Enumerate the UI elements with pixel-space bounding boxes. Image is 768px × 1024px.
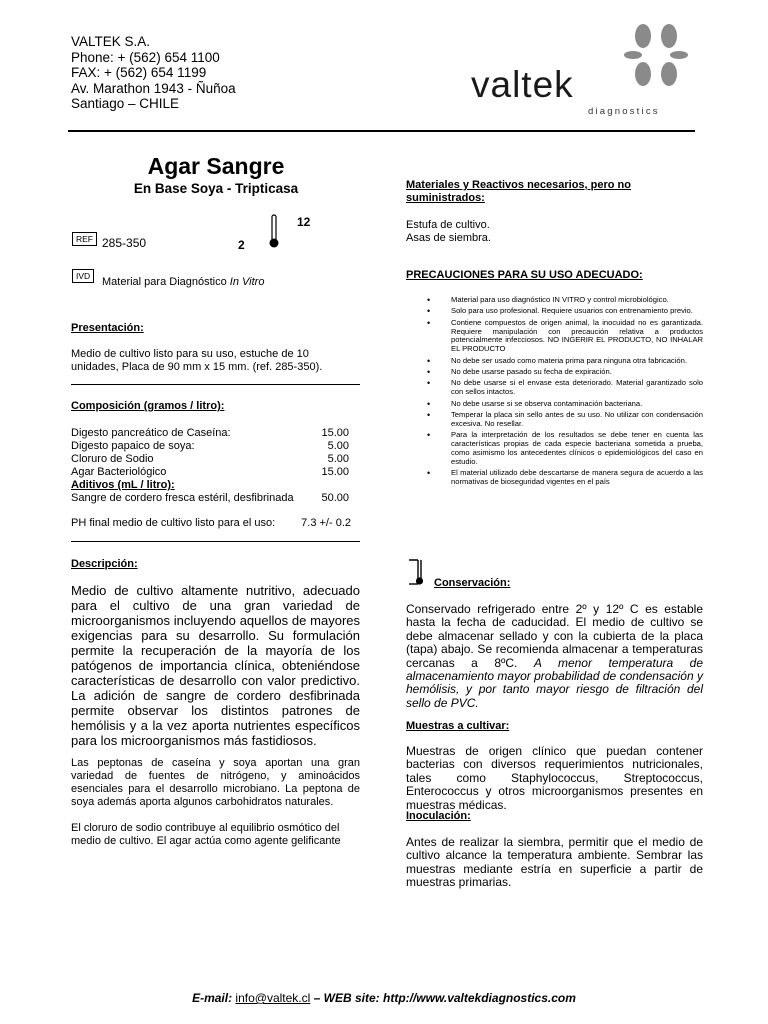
section-divider bbox=[71, 384, 360, 385]
precauciones-list bbox=[425, 296, 703, 489]
bullet-icon: • bbox=[427, 430, 431, 441]
temperature-limit-icon bbox=[406, 558, 428, 586]
aditivos-heading-text: Aditivos (mL / litro): bbox=[71, 479, 175, 491]
temperature-low: 2 bbox=[238, 238, 245, 252]
composicion-table bbox=[71, 427, 349, 505]
ivd-description bbox=[102, 276, 264, 288]
list-item bbox=[425, 431, 703, 466]
list-item bbox=[425, 368, 703, 377]
bullet-icon: • bbox=[427, 378, 431, 389]
precaucion-text: Solo para uso profesional. Requiere usuarios con entrenamiento previo. bbox=[451, 306, 693, 316]
ph-row bbox=[71, 517, 351, 530]
materiales-item: Asas de siembra. bbox=[406, 232, 491, 244]
aditivo-row bbox=[71, 492, 349, 505]
ingredient-name: Cloruro de Sodio bbox=[71, 453, 154, 465]
company-address: Av. Marathon 1943 - Ñuñoa bbox=[71, 80, 236, 96]
ingredient-value: 15.00 bbox=[321, 466, 349, 478]
footer-email-link[interactable]: info@valtek.cl bbox=[235, 991, 311, 1005]
company-city: Santiago – CHILE bbox=[71, 96, 180, 111]
materiales-heading: Materiales y Reactivos necesarios, pero no suministrados: bbox=[406, 179, 631, 204]
company-phone: Phone: + (562) 654 1100 bbox=[71, 49, 220, 65]
product-title: Agar Sangre bbox=[147, 153, 285, 179]
bullet-icon: • bbox=[427, 409, 431, 420]
presentacion-heading: Presentación: bbox=[71, 322, 144, 334]
company-name: VALTEK S.A. bbox=[71, 34, 151, 49]
materiales-item: Estufa de cultivo. bbox=[406, 219, 490, 231]
product-subtitle: En Base Soya - Tripticasa bbox=[133, 181, 299, 196]
bullet-icon: • bbox=[427, 467, 431, 478]
composicion-row bbox=[71, 466, 349, 479]
composicion-row bbox=[71, 453, 349, 466]
list-item bbox=[425, 357, 703, 366]
precaucion-text: No debe ser usado como materia prima para ninguna otra fabricación. bbox=[451, 355, 687, 365]
aditivo-name: Sangre de cordero fresca estéril, desfibrinada bbox=[71, 492, 294, 504]
footer-email-label: E-mail: bbox=[192, 991, 236, 1005]
muestras-text: Muestras de origen clínico que puedan contener bacterias con diversos requerimientos nutricionales, tales como Staphylococcus, Streptococcus, Enterococcus y otros microorganismos presentes en muestras médicas. bbox=[406, 744, 703, 812]
muestras-heading: Muestras a cultivar: bbox=[406, 720, 510, 732]
inoculacion-text: Antes de realizar la siembra, permitir que el medio de cultivo alcance la temperatura ambiente. Sembrar las muestras mediante estría en superficie a partir de muestras primarias. bbox=[406, 835, 703, 890]
valtek-logo-subtitle: diagnostics bbox=[588, 106, 660, 117]
list-item bbox=[425, 400, 703, 409]
list-item bbox=[425, 379, 703, 397]
composicion-row bbox=[71, 427, 349, 440]
conservacion-heading: Conservación: bbox=[434, 577, 511, 589]
ingredient-value: 5.00 bbox=[327, 440, 349, 452]
precaucion-text: Para la interpretación de los resultados se debe tener en cuenta las características propias de cada especie bacteriana sometida a prueba, como asimismo los antecedentes clínicos o epidemiológicos del caso en estudio. bbox=[451, 430, 703, 466]
precaucion-text: Contiene compuestos de origen animal, la inocuidad no es garantizada. Requiere manipulación con precaución relativa a productos potencialmente infecciosos. NO INGERIR EL PRODUCTO, NO INHALAR EL PRODUCTO bbox=[451, 317, 703, 354]
ph-value: 7.3 +/- 0.2 bbox=[301, 517, 351, 529]
company-fax: FAX: + (562) 654 1199 bbox=[71, 65, 207, 80]
list-item bbox=[425, 319, 703, 354]
ivd-italic-text: In Vitro bbox=[229, 276, 265, 288]
list-item bbox=[425, 411, 703, 429]
descripcion-heading: Descripción: bbox=[71, 558, 138, 570]
descripcion-paragraph-3: El cloruro de sodio contribuye al equilibrio osmótico del medio de cultivo. El agar actúa como agente gelificante bbox=[71, 822, 341, 847]
precauciones-heading: PRECAUCIONES PARA SU USO ADECUADO: bbox=[406, 269, 643, 281]
descripcion-paragraph-1: Medio de cultivo altamente nutritivo, adecuado para el cultivo de una gran variedad de microorganismos incluyendo aquellos de mayores exigencias para su desarrollo. Su formulación permite la recuperación de la mayoría de los patógenos de importancia clínica, obteniéndose características de desarrollo con valor predictivo. La adición de sangre de cordero desfibrinada permite observar los distintos patrones de hemólisis y a la vez aporta nutrientes específicos para los microorganismos más fastidiosos. bbox=[71, 583, 360, 748]
bullet-icon: • bbox=[427, 355, 431, 366]
ingredient-value: 5.00 bbox=[327, 453, 349, 465]
aditivos-heading bbox=[71, 479, 349, 492]
thermometer-icon bbox=[264, 214, 284, 250]
temperature-high: 12 bbox=[297, 215, 311, 229]
header-divider bbox=[68, 130, 695, 132]
conservacion-normal-text: Conservado refrigerado entre 2º y 12º C es estable hasta la fecha de caducidad. El medio de cultivo se debe almacenar sellado y con la cubierta de la placa (tapa) abajo. Se recomienda almacenar a temperaturas cercanas a 8ºC. bbox=[406, 602, 703, 670]
company-contact-block bbox=[71, 34, 236, 112]
ref-value: 285-350 bbox=[102, 236, 147, 250]
ivd-symbol-box: IVD bbox=[72, 269, 94, 283]
inoculacion-heading: Inoculación: bbox=[406, 810, 471, 822]
precaucion-text: El material utilizado debe descartarse de manera segura de acuerdo a las normativas de bioseguridad vigentes en el país bbox=[451, 467, 703, 486]
ingredient-name: Agar Bacteriológico bbox=[71, 466, 167, 478]
aditivo-value: 50.00 bbox=[321, 492, 349, 504]
bullet-icon: • bbox=[427, 398, 431, 409]
list-item bbox=[425, 469, 703, 487]
precaucion-text: Material para uso diagnóstico IN VITRO y control microbiológico. bbox=[451, 295, 669, 304]
ref-symbol-box: REF bbox=[72, 232, 97, 246]
conservacion-text bbox=[406, 603, 703, 710]
valtek-logo-mark-icon bbox=[623, 22, 689, 88]
descripcion-paragraph-2: Las peptonas de caseína y soya aportan una gran variedad de fuentes de nitrógeno, y aminoácidos esenciales para el desarrollo microbiano. La peptona de soya además aporta algunos carbohidratos naturales. bbox=[71, 757, 360, 808]
conservacion-italic-text: A menor temperatura de almacenamiento mayor probabilidad de condensación y hemólisis, y por tanto mayor riesgo de filtración del sello de PVC. bbox=[406, 655, 703, 710]
ingredient-value: 15.00 bbox=[321, 427, 349, 439]
list-item bbox=[425, 296, 703, 305]
bullet-icon: • bbox=[427, 295, 431, 305]
bullet-icon: • bbox=[427, 317, 431, 328]
ph-label: PH final medio de cultivo listo para el uso: bbox=[71, 517, 276, 529]
precaucion-text: No debe usarse si el envase esta deteriorado. Material garantizado solo con sellos intactos. bbox=[451, 378, 703, 397]
footer-web: – WEB site: http://www.valtekdiagnostics.com bbox=[310, 991, 576, 1005]
section-divider bbox=[71, 541, 360, 542]
list-item bbox=[425, 307, 703, 316]
valtek-logo-wordmark: valtek bbox=[471, 64, 574, 105]
ingredient-name: Digesto papaico de soya: bbox=[71, 440, 195, 452]
footer-contact bbox=[0, 991, 768, 1005]
ingredient-name: Digesto pancreático de Caseína: bbox=[71, 427, 231, 439]
presentacion-text: Medio de cultivo listo para su uso, estuche de 10 unidades, Placa de 90 mm x 15 mm. (ref. 285-350). bbox=[71, 348, 323, 373]
bullet-icon: • bbox=[427, 306, 431, 317]
bullet-icon: • bbox=[427, 366, 431, 377]
precaucion-text: No debe usarse pasado su fecha de expiración. bbox=[451, 366, 612, 376]
precaucion-text: No debe usarse si se observa contaminación bacteriana. bbox=[451, 398, 643, 408]
precaucion-text: Temperar la placa sin sello antes de su uso. No utilizar con condensación excesiva. No resellar. bbox=[451, 409, 703, 428]
composicion-heading: Composición (gramos / litro): bbox=[71, 400, 225, 412]
ivd-text: Material para Diagnóstico bbox=[102, 276, 230, 288]
composicion-row bbox=[71, 440, 349, 453]
